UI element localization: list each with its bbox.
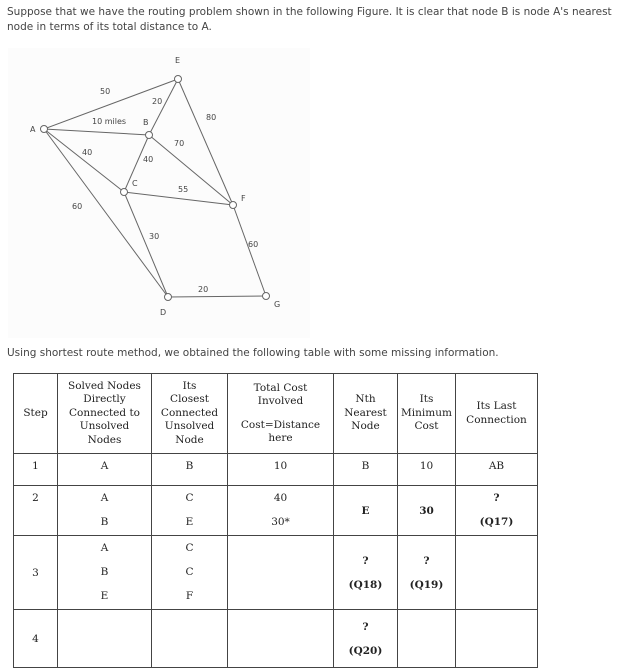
header-closest-node: Its Closest Connected Unsolved Node bbox=[152, 374, 228, 454]
header-last-connection: Its Last Connection bbox=[456, 374, 538, 454]
closest-cell: B bbox=[152, 454, 228, 486]
edge-label-AC: 40 bbox=[82, 148, 93, 157]
node-label-E: E bbox=[175, 56, 181, 65]
edge-label-CD: 30 bbox=[149, 232, 160, 241]
table-row bbox=[14, 486, 538, 536]
header-step: Step bbox=[14, 374, 58, 454]
cost-cell: 10 bbox=[228, 454, 334, 486]
node-label-D: D bbox=[160, 308, 167, 317]
min-cost-cell: 10 bbox=[398, 454, 456, 486]
table-row bbox=[14, 610, 538, 668]
node-C bbox=[121, 189, 128, 196]
node-F bbox=[230, 202, 237, 209]
node-label-B: B bbox=[143, 118, 149, 127]
closest-cell bbox=[152, 610, 228, 668]
step-cell: 4 bbox=[14, 610, 58, 668]
min-cost-cell bbox=[398, 610, 456, 668]
header-solved-nodes: Solved Nodes Directly Connected to Unsolved Nodes bbox=[58, 374, 152, 454]
nearest-cell: E bbox=[334, 486, 398, 536]
edge-FG bbox=[233, 205, 266, 296]
solved-cell bbox=[58, 610, 152, 668]
cost-cell: 40 30* bbox=[228, 486, 334, 536]
node-label-F: F bbox=[241, 194, 246, 203]
closest-cell: C E bbox=[152, 486, 228, 536]
edge-label-BF: 70 bbox=[174, 139, 185, 148]
table-header-row bbox=[14, 374, 538, 454]
solved-cell: A bbox=[58, 454, 152, 486]
last-connection-cell: AB bbox=[456, 454, 538, 486]
edge-label-BC: 40 bbox=[143, 155, 154, 164]
header-minimum-cost: Its Minimum Cost bbox=[398, 374, 456, 454]
edge-label-AE: 50 bbox=[100, 87, 111, 96]
network-graph bbox=[8, 48, 310, 338]
nearest-cell: ? (Q18) bbox=[334, 536, 398, 610]
edge-label-AD: 60 bbox=[72, 202, 83, 211]
table-row bbox=[14, 454, 538, 486]
cost-cell bbox=[228, 610, 334, 668]
last-connection-cell: ? (Q17) bbox=[456, 486, 538, 536]
step-cell: 3 bbox=[14, 536, 58, 610]
last-connection-cell bbox=[456, 536, 538, 610]
edge-DG bbox=[168, 296, 266, 297]
table-row bbox=[14, 536, 538, 610]
nearest-cell: ? (Q20) bbox=[334, 610, 398, 668]
edge-label-BE: 20 bbox=[152, 97, 163, 106]
nearest-cell: B bbox=[334, 454, 398, 486]
edge-AB bbox=[44, 129, 149, 135]
node-D bbox=[165, 294, 172, 301]
node-A bbox=[41, 126, 48, 133]
node-label-C: C bbox=[132, 179, 138, 188]
node-E bbox=[175, 76, 182, 83]
header-nth-nearest: Nth Nearest Node bbox=[334, 374, 398, 454]
network-figure bbox=[8, 48, 310, 338]
shortest-route-table bbox=[13, 373, 538, 668]
closest-cell: C C F bbox=[152, 536, 228, 610]
min-cost-cell: 30 bbox=[398, 486, 456, 536]
edge-label-AB: 10 miles bbox=[92, 117, 127, 126]
edge-label-CF: 55 bbox=[178, 185, 189, 194]
edge-label-FG: 60 bbox=[248, 240, 259, 249]
step-cell: 1 bbox=[14, 454, 58, 486]
node-G bbox=[263, 293, 270, 300]
step-cell: 2 bbox=[14, 486, 58, 536]
cost-cell bbox=[228, 536, 334, 610]
edge-BF bbox=[149, 135, 233, 205]
edge-label-EF: 80 bbox=[206, 113, 217, 122]
node-label-A: A bbox=[30, 125, 36, 134]
edge-label-DG: 20 bbox=[198, 285, 209, 294]
intro-text: Suppose that we have the routing problem shown in the following Figure. It is clear that node B is node A's nearest node in terms of its total distance to A. bbox=[7, 6, 612, 33]
min-cost-cell: ? (Q19) bbox=[398, 536, 456, 610]
edge-BE bbox=[149, 79, 178, 135]
header-total-cost: Total Cost Involved Cost=Distance here bbox=[228, 374, 334, 454]
table-caption: Using shortest route method, we obtained the following table with some missing information. bbox=[7, 347, 499, 359]
solved-cell: A B E bbox=[58, 536, 152, 610]
node-label-G: G bbox=[274, 300, 281, 309]
last-connection-cell bbox=[456, 610, 538, 668]
node-B bbox=[146, 132, 153, 139]
solved-cell: A B bbox=[58, 486, 152, 536]
edge-CD bbox=[124, 192, 168, 297]
